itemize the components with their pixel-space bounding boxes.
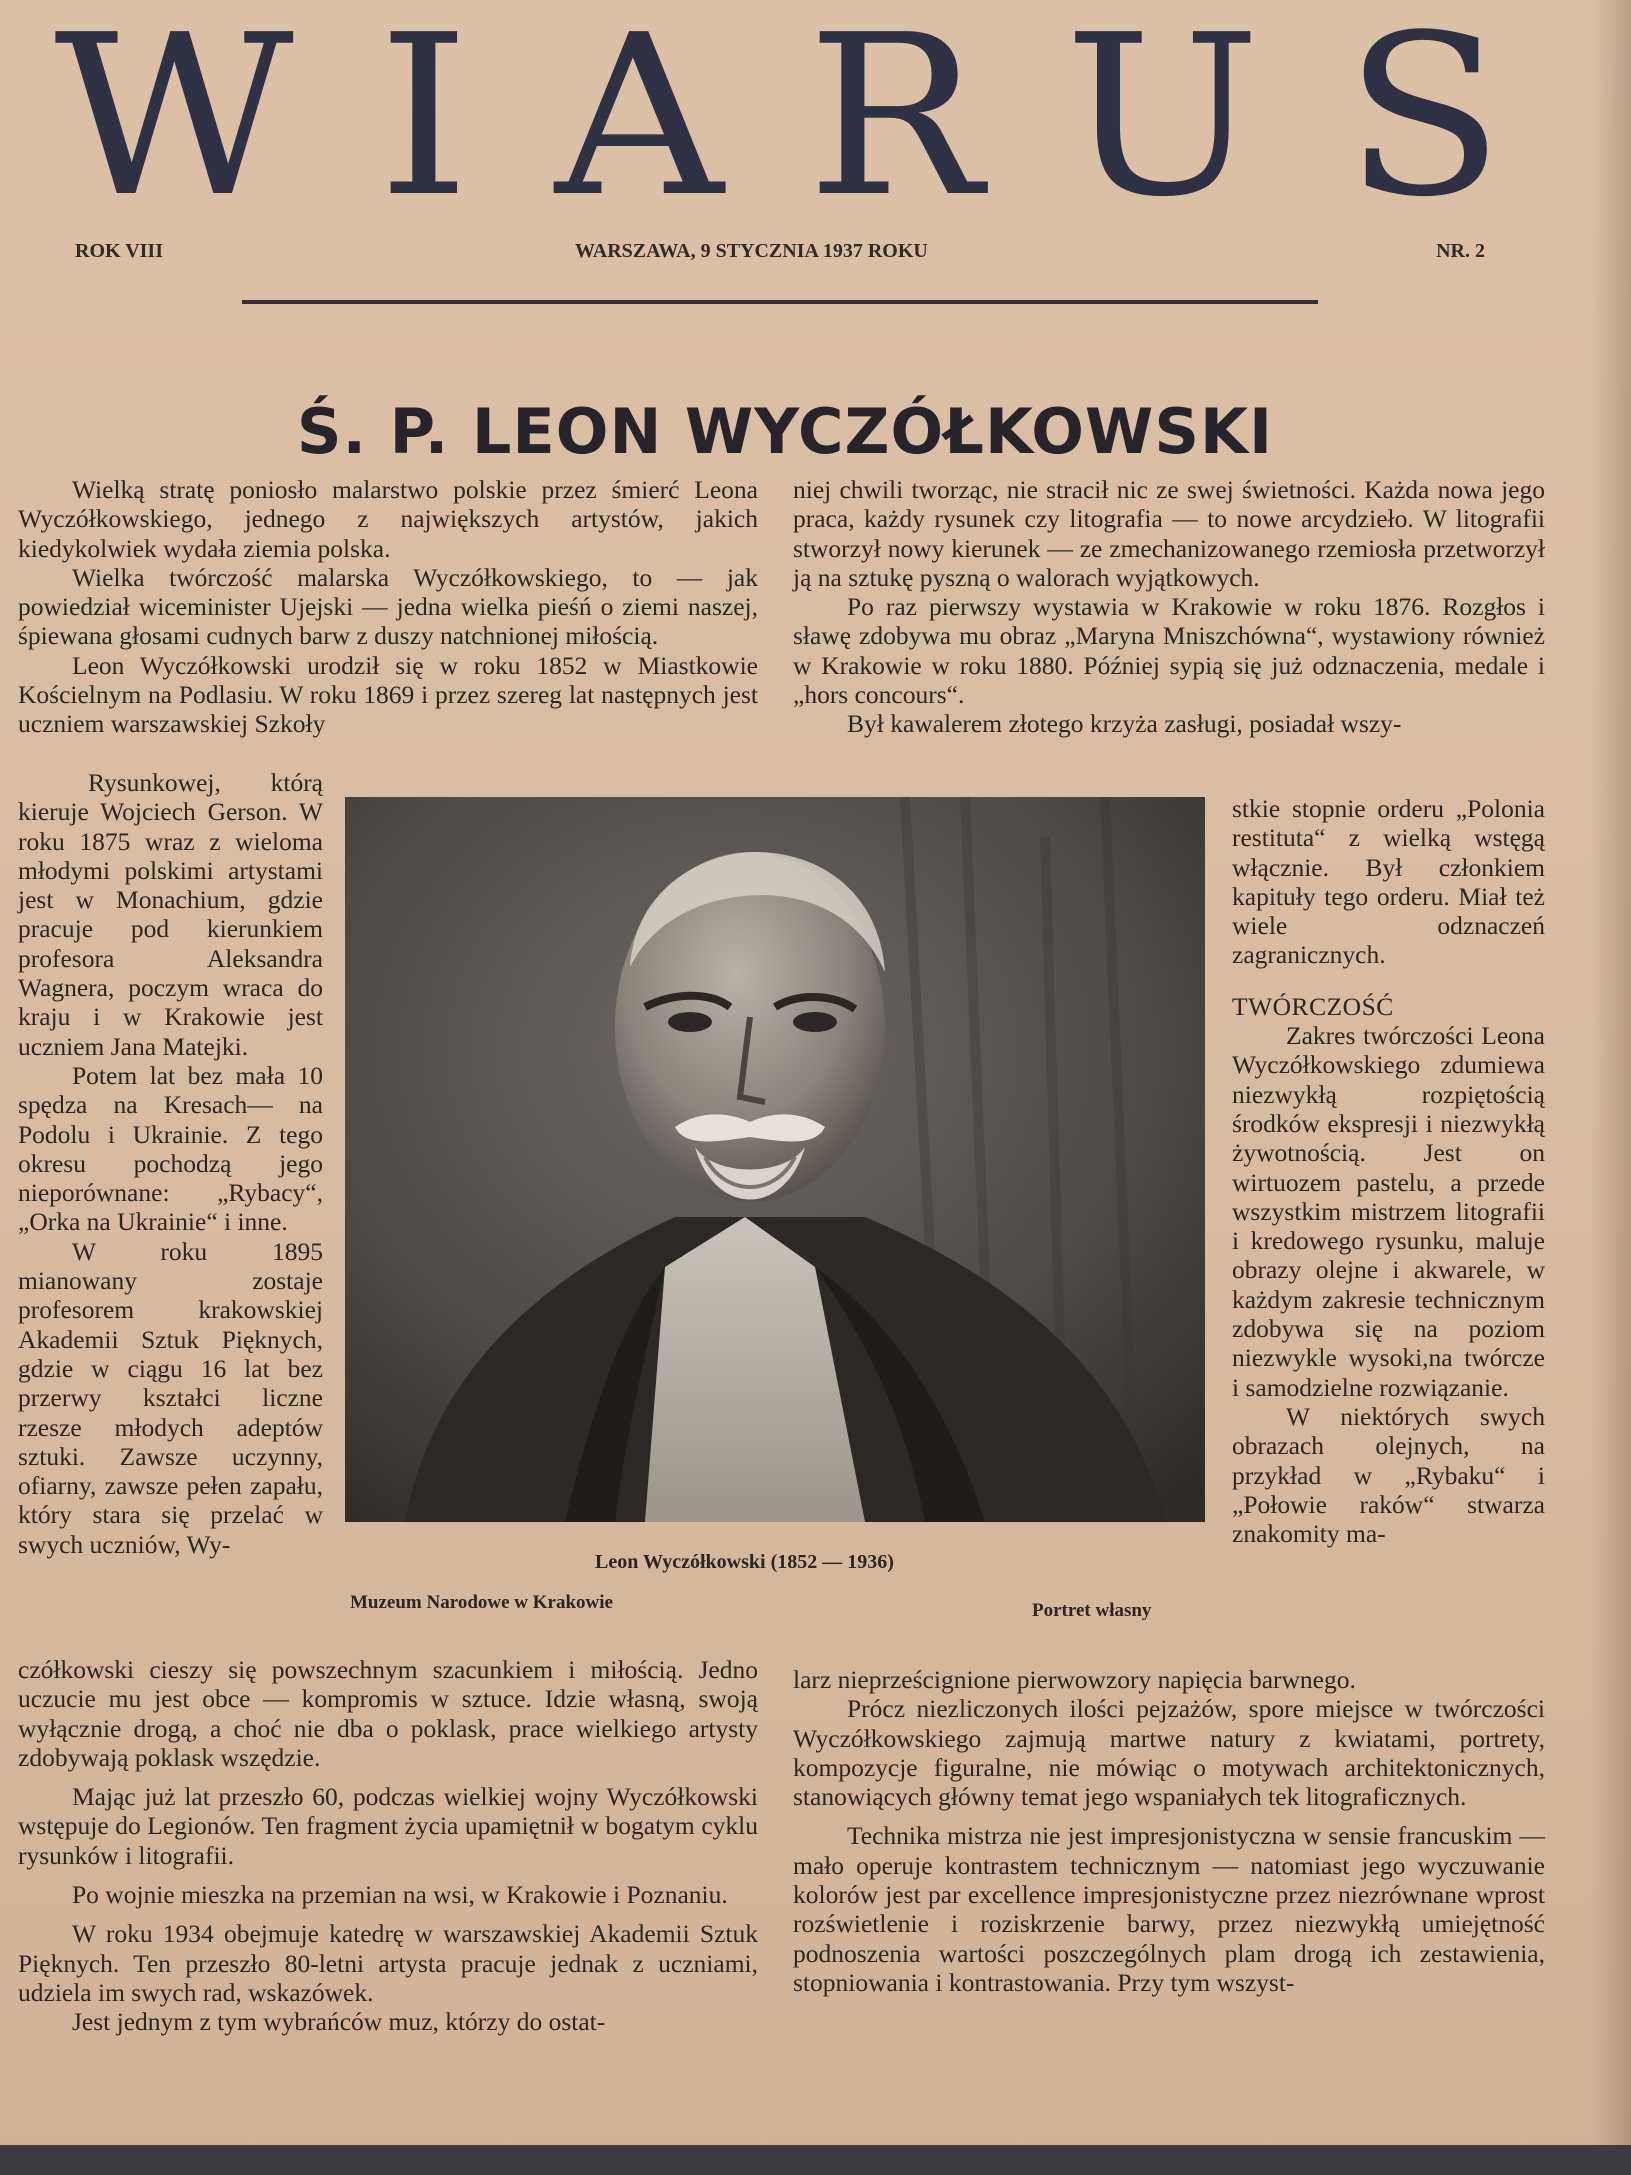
issue-number: NR. 2 [1436,240,1485,262]
masthead-letter: A [554,0,724,246]
paragraph: niej chwili tworząc, nie stracił nic ze swej świetności. Każda nowa jego praca, każdy rysunek czy litografia — to nowe arcydzieło. W litografii stworzył nowy kierunek — ze zmechanizowanego rzemiosła przetworzył ją na sztukę pyszną o walorach wyjątkowych. [793,475,1545,592]
paragraph: Leon Wyczółkowski urodził się w roku 1852 w Miastkowie Kościelnym na Podlasiu. W roku 1869 i przez szereg lat następnych jest uczniem warszawskiej Szkoły [18,650,758,739]
column-left-top [18,475,758,739]
column-right-top [793,475,1545,739]
portrait-drawing [345,797,1205,1522]
paragraph: W roku 1895 mianowany zostaje profesorem krakowskiej Akademii Sztuk Pięknych, gdzie w ciągu 16 lat bez przerwy kształci liczne rzesze młodych adeptów sztuki. Zawsze uczynny, ofiarny, zawsze pełen zapału, który stara się przelać w swych uczniów, Wy- [18,1236,323,1559]
paragraph: Wielką stratę poniosło malarstwo polskie przez śmierć Leona Wyczółkowskiego, jednego z największych artystów, jakich kiedykolwiek wydała ziemia polska. [18,475,758,563]
paragraph: Po raz pierwszy wystawia w Krakowie w roku 1876. Rozgłos i sławę zdobywa mu obraz „Maryna Mniszchówna“, wystawiony również w Krakowie w roku 1880. Później sypią się już odznaczenia, medale i „hors concours“. [793,592,1545,710]
portrait-credit-museum: Muzeum Narodowe w Krakowie [350,1592,613,1613]
masthead-letter: S [1344,0,1504,246]
paragraph: Technika mistrza nie jest impresjonistyczna w sensie francuskim — mało operuje kontrastem technicznym — natomiast jego wyczuwanie kolorów jest par excellence impresjonistyczne przez niezrównane wprost rozświetlenie i roziskrzenie barwy, przez niezwykłą umiejętność podnoszenia wartości poszczególnych plam drogą ich zestawienia, stopniowania i kontrastowania. Przy tym wszyst- [793,1821,1545,1997]
paragraph: Po wojnie mieszka na przemian na wsi, w Krakowie i Poznaniu. [72,1880,728,1910]
paragraph: W roku 1934 obejmuje katedrę w warszawskiej Akademii Sztuk Pięknych. Ten przeszło 80-letni artysta pracuje jednak z uczniami, udziela im swych rad, wskazówek. [18,1919,758,2007]
masthead-letter: R [806,0,983,246]
article-headline: Ś. P. LEON WYCZÓŁKOWSKI [296,395,1274,468]
paragraph: czółkowski cieszy się powszechnym szacunkiem i miłością. Jedno uczucie mu jest obce — kompromis w sztuce. Idzie własną, swoją wyłącznie drogą, a choć nie dba o poklask, prace wielkiego artysty zdobywają poklask wszędzie. [18,1655,758,1772]
portrait-image [345,797,1205,1522]
portrait-credit-title: Portret własny [1032,1600,1152,1621]
portrait-caption: Leon Wyczółkowski (1852 — 1936) [595,1551,894,1573]
masthead-letter: I [377,0,470,246]
column-left-bottom [18,1655,758,2037]
paragraph: Mając już lat przeszło 60, podczas wielkiej wojny Wyczółkowski wstępuje do Legionów. Ten fragment życia upamiętnił w bogatym cyklu rysunków i litografii. [18,1782,758,1870]
masthead-letter: U [1064,0,1262,246]
column-right-bottom [793,1665,1545,1997]
paragraph: Zakres twórczości Leona Wyczółkowskiego zdumiewa niezwykłą rozpiętością środków ekspresji i niezwykłą żywotnością. Jest on wirtuozem pastelu, a przede wszystkim mistrzem litografii i kredowego rysunku, maluje obrazy olejne i akwarele, w każdym zakresie technicznym zdobywa się na poziom niezwykle wysoki,na twórcze i samodzielne rozwiązanie. [1232,1021,1545,1402]
paragraph: larz nieprześcignione pierwowzory napięcia barwnego. [793,1665,1356,1694]
section-title: TWÓRCZOŚĆ [1232,991,1394,1021]
column-left-narrow [18,768,323,1559]
masthead-title [54,0,1504,246]
issue-meta-row [75,240,1485,270]
place-date: WARSZAWA, 9 STYCZNIA 1937 ROKU [575,240,928,262]
paragraph: Prócz niezliczonych ilości pejzażów, spore miejsce w twórczości Wyczółkowskiego zajmują martwe natury z kwiatami, portrety, kompozycje figuralne, nie mówiąc o motywach architektonicznych, stanowiących główny temat jego wspaniałych tek litograficznych. [793,1694,1545,1812]
table-surface [0,2145,1631,2175]
paragraph: stkie stopnie orderu „Polonia restituta“ z wielką wstęgą włącznie. Był członkiem kapituły tego orderu. Miał też wiele odznaczeń zagranicznych. [1232,794,1545,970]
paragraph: Był kawalerem złotego krzyża zasługi, posiadał wszy- [847,709,1402,739]
column-right-narrow [1232,794,1545,1548]
volume-year: ROK VIII [75,240,163,262]
paragraph: Jest jednym z tym wybrańców muz, którzy do ostat- [72,2007,606,2037]
page-edge-shadow [1591,0,1631,2175]
paragraph: Wielka twórczość malarska Wyczółkowskiego, to — jak powiedział wiceminister Ujejski — jedna wielka pieśń o ziemi naszej, śpiewana głosami cudnych barw z duszy natchnionej miłością. [18,562,758,651]
masthead-letter: W [54,0,294,246]
header-divider [242,300,1318,304]
paragraph: W niektórych swych obrazach olejnych, na przykład w „Rybaku“ i „Połowie raków“ stwarza znakomity ma- [1232,1401,1545,1549]
paragraph: Potem lat bez mała 10 spędza na Kresach— na Podolu i Ukrainie. Z tego okresu pochodzą jego nieporównane: „Rybacy“, „Orka na Ukrainie“ i inne. [18,1060,323,1237]
paragraph: Rysunkowej, którą kieruje Wojciech Gerson. W roku 1875 wraz z wieloma młodymi polskimi artystami jest w Monachium, gdzie pracuje pod kierunkiem profesora Aleksandra Wagnera, poczym wraca do kraju i w Krakowie jest uczniem Jana Matejki. [18,768,323,1061]
